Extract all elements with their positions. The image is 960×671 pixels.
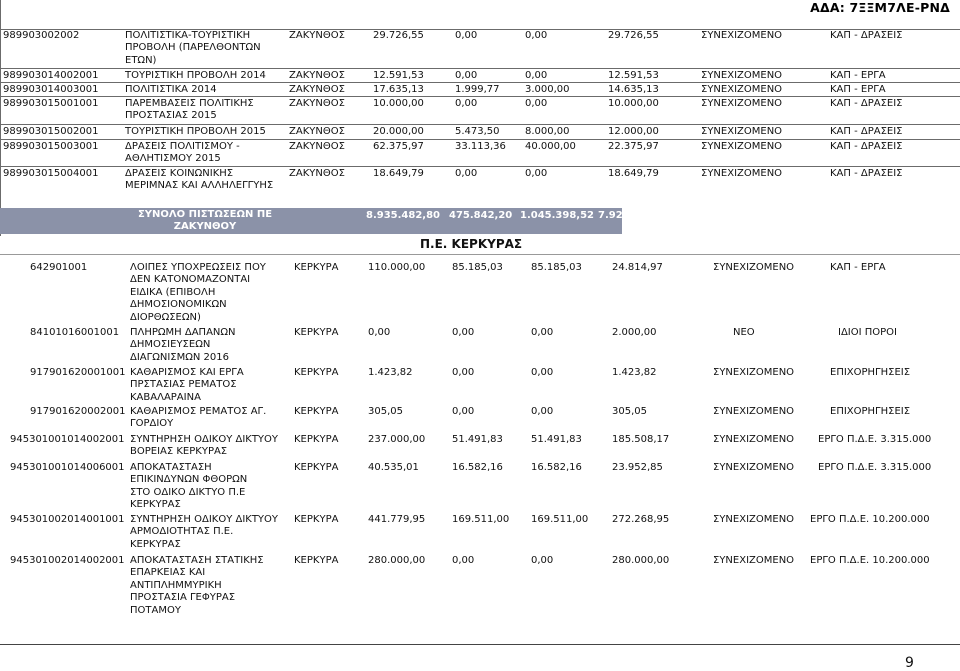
row-source: ΕΡΓΟ Π.Δ.Ε. 3.315.000 bbox=[818, 462, 932, 473]
row-description: ΠΟΛΙΤΙΣΤΙΚΑ-ΤΟΥΡΙΣΤΙΚΗ ΠΡΟΒΟΛΗ (ΠΑΡΕΛΘΟΝΤΩΝ ΕΤΩΝ) bbox=[125, 30, 261, 66]
row-value-b: 0,00 bbox=[452, 555, 475, 566]
row-status: ΣΥΝΕΧΙΖΟΜΕΝΟ bbox=[701, 126, 783, 137]
row-value-a: 1.423,82 bbox=[368, 367, 413, 378]
row-value-b: 0,00 bbox=[455, 168, 478, 179]
row-area: ΖΑΚΥΝΘΟΣ bbox=[289, 84, 345, 95]
row-area: ΖΑΚΥΝΘΟΣ bbox=[289, 98, 345, 109]
row-description: ΣΥΝΤΗΡΗΣΗ ΟΔΙΚΟΥ ΔΙΚΤΥΟΥ ΒΟΡΕΙΑΣ ΚΕΡΚΥΡΑΣ bbox=[130, 434, 279, 458]
row-source: ΚΑΠ - ΕΡΓΑ bbox=[830, 262, 886, 273]
row-value-d: 272.268,95 bbox=[612, 514, 670, 525]
row-description: ΤΟΥΡΙΣΤΙΚΗ ΠΡΟΒΟΛΗ 2014 bbox=[125, 70, 266, 81]
row-value-a: 441.779,95 bbox=[368, 514, 426, 525]
row-source: ΕΡΓΟ Π.Δ.Ε. 3.315.000 bbox=[818, 434, 932, 445]
row-value-d: 14.635,13 bbox=[608, 84, 659, 95]
row-divider bbox=[0, 166, 960, 167]
row-value-d: 23.952,85 bbox=[612, 462, 663, 473]
row-value-d: 185.508,17 bbox=[612, 434, 670, 445]
row-divider bbox=[0, 82, 960, 83]
total-value-a: 8.935.482,80 bbox=[366, 210, 441, 221]
row-status: ΣΥΝΕΧΙΖΟΜΕΝΟ bbox=[701, 98, 783, 109]
row-value-d: 1.423,82 bbox=[612, 367, 657, 378]
row-value-c: 0,00 bbox=[531, 367, 554, 378]
row-source: ΚΑΠ - ΕΡΓΑ bbox=[830, 70, 886, 81]
row-description: ΑΠΟΚΑΤΑΣΤΑΣΗ ΣΤΑΤΙΚΗΣ ΕΠΑΡΚΕΙΑΣ ΚΑΙ ΑΝΤΙΠΛΗΜΜΥΡΙΚΗ ΠΡΟΣΤΑΣΙΑ ΓΕΦΥΡΑΣ ΠΟΤΑΜΟΥ bbox=[130, 555, 264, 616]
row-description: ΛΟΙΠΕΣ ΥΠΟΧΡΕΩΣΕΙΣ ΠΟΥ ΔΕΝ ΚΑΤΟΝΟΜΑΖΟΝΤΑΙ ΕΙΔΙΚΑ (ΕΠΙΒΟΛΗ ΔΗΜΟΣΙΟΝΟΜΙΚΩΝ ΔΙΟΡΘΩΣΕΩΝ) bbox=[130, 262, 266, 323]
row-source: ΕΠΙΧΟΡΗΓΗΣΕΙΣ bbox=[830, 367, 911, 378]
row-description: ΚΑΘΑΡΙΣΜΟΣ ΚΑΙ ΕΡΓΑ ΠΡΣΤΑΣΙΑΣ ΡΕΜΑΤΟΣ ΚΑΒΑΛΑΡΑΙΝΑ bbox=[130, 367, 244, 403]
row-value-c: 169.511,00 bbox=[531, 514, 589, 525]
row-value-c: 0,00 bbox=[531, 406, 554, 417]
row-value-a: 29.726,55 bbox=[373, 30, 424, 41]
row-divider bbox=[0, 29, 960, 30]
row-value-b: 0,00 bbox=[455, 98, 478, 109]
row-value-d: 10.000,00 bbox=[608, 98, 659, 109]
row-description: ΑΠΟΚΑΤΑΣΤΑΣΗ ΕΠΙΚΙΝΔΥΝΩΝ ΦΘΟΡΩΝ ΣΤΟ ΟΔΙΚΟ ΔΙΚΤΥΟ Π.Ε ΚΕΡΚΥΡΑΣ bbox=[130, 462, 248, 511]
row-value-b: 0,00 bbox=[452, 367, 475, 378]
row-value-c: 0,00 bbox=[531, 555, 554, 566]
row-value-a: 62.375,97 bbox=[373, 141, 424, 152]
row-value-a: 12.591,53 bbox=[373, 70, 424, 81]
row-code: 989903014002001 bbox=[3, 70, 99, 81]
row-value-d: 280.000,00 bbox=[612, 555, 670, 566]
row-code: 917901620002001 bbox=[30, 406, 126, 417]
row-value-b: 5.473,50 bbox=[455, 126, 500, 137]
row-value-b: 0,00 bbox=[452, 327, 475, 338]
row-status: ΣΥΝΕΧΙΖΟΜΕΝΟ bbox=[713, 262, 795, 273]
row-area: ΚΕΡΚΥΡΑ bbox=[294, 514, 339, 525]
row-value-d: 24.814,97 bbox=[612, 262, 663, 273]
row-description: ΣΥΝΤΗΡΗΣΗ ΟΔΙΚΟΥ ΔΙΚΤΥΟΥ ΑΡΜΟΔΙΟΤΗΤΑΣ Π.Ε. ΚΕΡΚΥΡΑΣ bbox=[130, 514, 279, 550]
row-code: 945301002014001001 bbox=[10, 514, 125, 525]
row-value-a: 280.000,00 bbox=[368, 555, 426, 566]
row-source: ΚΑΠ - ΔΡΑΣΕΙΣ bbox=[830, 168, 903, 179]
row-area: ΖΑΚΥΝΘΟΣ bbox=[289, 30, 345, 41]
page-bottom-rule bbox=[0, 644, 960, 645]
row-value-a: 17.635,13 bbox=[373, 84, 424, 95]
row-divider bbox=[0, 139, 960, 140]
section-title: Π.Ε. ΚΕΡΚΥΡΑΣ bbox=[420, 237, 523, 251]
total-value-c: 1.045.398,52 bbox=[520, 210, 595, 221]
row-value-c: 16.582,16 bbox=[531, 462, 582, 473]
row-source: ΚΑΠ - ΔΡΑΣΕΙΣ bbox=[830, 126, 903, 137]
row-description: ΠΛΗΡΩΜΗ ΔΑΠΑΝΩΝ ΔΗΜΟΣΙΕΥΣΕΩΝ ΔΙΑΓΩΝΙΣΜΩΝ 2016 bbox=[130, 327, 236, 363]
row-source: ΚΑΠ - ΕΡΓΑ bbox=[830, 84, 886, 95]
row-area: ΚΕΡΚΥΡΑ bbox=[294, 262, 339, 273]
row-status: ΣΥΝΕΧΙΖΟΜΕΝΟ bbox=[713, 367, 795, 378]
row-code: 989903014003001 bbox=[3, 84, 99, 95]
row-code: 945301001014006001 bbox=[10, 462, 125, 473]
row-description: ΔΡΑΣΕΙΣ ΚΟΙΝΩΝΙΚΗΣ ΜΕΡΙΜΝΑΣ ΚΑΙ ΑΛΛΗΛΕΓΓΥΗΣ bbox=[125, 168, 274, 192]
row-value-c: 0,00 bbox=[525, 98, 548, 109]
row-code: 989903015003001 bbox=[3, 141, 99, 152]
row-description: ΠΟΛΙΤΙΣΤΙΚΑ 2014 bbox=[125, 84, 217, 95]
row-value-c: 0,00 bbox=[525, 70, 548, 81]
row-value-c: 0,00 bbox=[525, 30, 548, 41]
row-value-c: 8.000,00 bbox=[525, 126, 570, 137]
row-area: ΖΑΚΥΝΘΟΣ bbox=[289, 141, 345, 152]
row-area: ΖΑΚΥΝΘΟΣ bbox=[289, 70, 345, 81]
row-code: 989903002002 bbox=[3, 30, 80, 41]
row-source: ΙΔΙΟΙ ΠΟΡΟΙ bbox=[838, 327, 897, 338]
row-value-a: 18.649,79 bbox=[373, 168, 424, 179]
row-area: ΖΑΚΥΝΘΟΣ bbox=[289, 168, 345, 179]
row-value-a: 237.000,00 bbox=[368, 434, 426, 445]
row-status: ΣΥΝΕΧΙΖΟΜΕΝΟ bbox=[701, 30, 783, 41]
row-value-d: 22.375,97 bbox=[608, 141, 659, 152]
row-code: 945301001014002001 bbox=[10, 434, 125, 445]
row-divider bbox=[0, 96, 960, 97]
row-status: ΣΥΝΕΧΙΖΟΜΕΝΟ bbox=[713, 406, 795, 417]
row-value-d: 29.726,55 bbox=[608, 30, 659, 41]
row-value-a: 40.535,01 bbox=[368, 462, 419, 473]
total-value-b: 475.842,20 bbox=[449, 210, 513, 221]
row-source: ΚΑΠ - ΔΡΑΣΕΙΣ bbox=[830, 141, 903, 152]
row-status: ΣΥΝΕΧΙΖΟΜΕΝΟ bbox=[713, 462, 795, 473]
row-status: ΝΕΟ bbox=[733, 327, 755, 338]
row-description: ΠΑΡΕΜΒΑΣΕΙΣ ΠΟΛΙΤΙΚΗΣ ΠΡΟΣΤΑΣΙΑΣ 2015 bbox=[125, 98, 254, 122]
row-value-b: 0,00 bbox=[452, 406, 475, 417]
row-divider bbox=[0, 124, 960, 125]
row-value-c: 0,00 bbox=[531, 327, 554, 338]
total-value-d: 7.922.084,28 bbox=[598, 210, 673, 221]
row-status: ΣΥΝΕΧΙΖΟΜΕΝΟ bbox=[713, 555, 795, 566]
row-value-b: 0,00 bbox=[455, 70, 478, 81]
row-description: ΤΟΥΡΙΣΤΙΚΗ ΠΡΟΒΟΛΗ 2015 bbox=[125, 126, 266, 137]
row-value-b: 169.511,00 bbox=[452, 514, 510, 525]
row-value-b: 1.999,77 bbox=[455, 84, 500, 95]
row-description: ΚΑΘΑΡΙΣΜΟΣ ΡΕΜΑΤΟΣ ΑΓ. ΓΟΡΔΙΟΥ bbox=[130, 406, 267, 430]
row-code: 989903015002001 bbox=[3, 126, 99, 137]
row-code: 642901001 bbox=[30, 262, 88, 273]
row-status: ΣΥΝΕΧΙΖΟΜΕΝΟ bbox=[701, 168, 783, 179]
row-status: ΣΥΝΕΧΙΖΟΜΕΝΟ bbox=[713, 434, 795, 445]
total-label: ΣΥΝΟΛΟ ΠΙΣΤΩΣΕΩΝ ΠΕ ΖΑΚΥΝΘΟΥ bbox=[137, 209, 273, 233]
row-code: 989903015004001 bbox=[3, 168, 99, 179]
row-value-a: 20.000,00 bbox=[373, 126, 424, 137]
row-value-c: 85.185,03 bbox=[531, 262, 582, 273]
row-value-d: 18.649,79 bbox=[608, 168, 659, 179]
row-value-c: 3.000,00 bbox=[525, 84, 570, 95]
row-value-b: 85.185,03 bbox=[452, 262, 503, 273]
row-status: ΣΥΝΕΧΙΖΟΜΕΝΟ bbox=[701, 70, 783, 81]
row-status: ΣΥΝΕΧΙΖΟΜΕΝΟ bbox=[713, 514, 795, 525]
row-value-c: 51.491,83 bbox=[531, 434, 582, 445]
row-code: 917901620001001 bbox=[30, 367, 126, 378]
row-divider bbox=[0, 68, 960, 69]
row-area: ΚΕΡΚΥΡΑ bbox=[294, 327, 339, 338]
row-code: 84101016001001 bbox=[30, 327, 120, 338]
row-description: ΔΡΑΣΕΙΣ ΠΟΛΙΤΙΣΜΟΥ - ΑΘΛΗΤΙΣΜΟΥ 2015 bbox=[125, 141, 240, 165]
row-value-d: 12.591,53 bbox=[608, 70, 659, 81]
row-source: ΕΡΓΟ Π.Δ.Ε. 10.200.000 bbox=[810, 555, 930, 566]
row-source: ΚΑΠ - ΔΡΑΣΕΙΣ bbox=[830, 98, 903, 109]
row-value-d: 12.000,00 bbox=[608, 126, 659, 137]
row-value-b: 0,00 bbox=[455, 30, 478, 41]
row-code: 945301002014002001 bbox=[10, 555, 125, 566]
section-divider bbox=[0, 254, 960, 255]
row-value-d: 2.000,00 bbox=[612, 327, 657, 338]
row-value-a: 305,05 bbox=[368, 406, 403, 417]
row-source: ΕΠΙΧΟΡΗΓΗΣΕΙΣ bbox=[830, 406, 911, 417]
row-status: ΣΥΝΕΧΙΖΟΜΕΝΟ bbox=[701, 84, 783, 95]
row-value-a: 0,00 bbox=[368, 327, 391, 338]
row-value-b: 33.113,36 bbox=[455, 141, 506, 152]
row-source: ΚΑΠ - ΔΡΑΣΕΙΣ bbox=[830, 30, 903, 41]
row-value-a: 110.000,00 bbox=[368, 262, 426, 273]
row-value-d: 305,05 bbox=[612, 406, 647, 417]
row-value-c: 40.000,00 bbox=[525, 141, 576, 152]
row-value-b: 51.491,83 bbox=[452, 434, 503, 445]
row-area: ΚΕΡΚΥΡΑ bbox=[294, 406, 339, 417]
table-border-left bbox=[0, 0, 1, 236]
ada-code: ΑΔΑ: 7ΞΞΜ7ΛΕ-ΡΝΔ bbox=[810, 0, 950, 15]
row-value-b: 16.582,16 bbox=[452, 462, 503, 473]
row-value-c: 0,00 bbox=[525, 168, 548, 179]
row-area: ΖΑΚΥΝΘΟΣ bbox=[289, 126, 345, 137]
row-status: ΣΥΝΕΧΙΖΟΜΕΝΟ bbox=[701, 141, 783, 152]
row-source: ΕΡΓΟ Π.Δ.Ε. 10.200.000 bbox=[810, 514, 930, 525]
row-area: ΚΕΡΚΥΡΑ bbox=[294, 462, 339, 473]
row-area: ΚΕΡΚΥΡΑ bbox=[294, 555, 339, 566]
row-area: ΚΕΡΚΥΡΑ bbox=[294, 367, 339, 378]
page-number: 9 bbox=[905, 655, 914, 671]
row-area: ΚΕΡΚΥΡΑ bbox=[294, 434, 339, 445]
row-code: 989903015001001 bbox=[3, 98, 99, 109]
row-value-a: 10.000,00 bbox=[373, 98, 424, 109]
